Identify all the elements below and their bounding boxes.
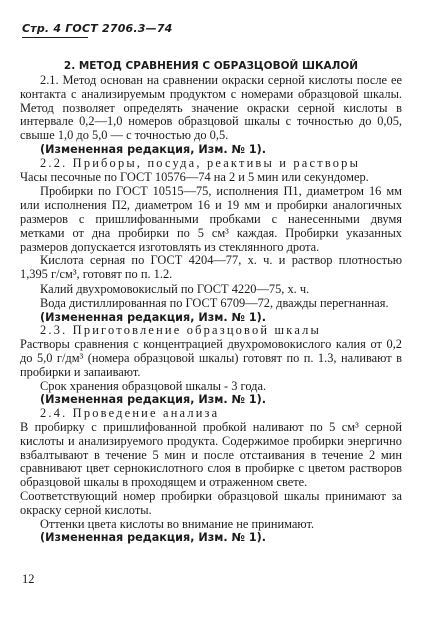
paragraph-procedure: В пробирку с пришлифованной пробкой наливают по 5 см³ серной кислоты и анализируемого продукта. Содержимое пробирки энергично взбалтывают в течение 5 мин и после отстаивания в течение 2 мин сравнивают цвет сернокислотного слоя в пробирке с цветом растворов образцовой шкалы в проходящем и отраженном свете. bbox=[20, 419, 402, 490]
document-body bbox=[20, 70, 402, 545]
revision-note: (Измененная редакция, Изм. № 1). bbox=[40, 393, 267, 407]
paragraph-shades-note: Оттенки цвета кислоты во внимание не принимают. bbox=[40, 516, 315, 531]
subsection-2-4-heading: 2.4. Проведение анализа bbox=[40, 406, 220, 421]
paragraph-distilled-water: Вода дистиллированная по ГОСТ 6709—72, дважды перегнанная. bbox=[40, 295, 389, 310]
paragraph-2-1: 2.1. Метод основан на сравнении окраски серной кислоты после ее контакта с анализируемым продуктом с номерами образцовой шкалы. Метод позволяет определять значение окраски серной кислоты в интервале 0,2—1,0 номеров образцовой шкалы с точностью до 0,05, свыше 1,0 до 5,0 — с точностью до 0,5. bbox=[20, 73, 402, 143]
paragraph-reference-solutions: Растворы сравнения с концентрацией двухромовокислого калия от 0,2 до 5,0 г/дм³ (номера образцовой шкалы) готовят по п. 1.3, наливают в пробирки и запаивают. bbox=[20, 337, 402, 379]
revision-note: (Измененная редакция, Изм. № 1). bbox=[40, 142, 267, 156]
subsection-2-3-heading: 2.3. Приготовление образцовой шкалы bbox=[40, 323, 322, 338]
paragraph-storage-period: Срок хранения образцовой шкалы - 3 года. bbox=[40, 378, 267, 393]
paragraph-test-tubes: Пробирки по ГОСТ 10515—75, исполнения П1, диаметром 16 мм или исполнения П2, диаметром 16 и 19 мм и пробирки аналогичных размеров с пришлифованными пробками с нанесенными двумя метками от дна пробирки по 5 см³ каждая. Пробирки указанных размеров допускается изготовлять из стеклянного дрота. bbox=[20, 184, 402, 254]
page-number: 12 bbox=[22, 572, 35, 586]
paragraph-potassium-dichromate: Калий двухромовокислый по ГОСТ 4220—75, х. ч. bbox=[40, 281, 310, 296]
page-header: Стр. 4 ГОСТ 2706.3—74 bbox=[22, 22, 173, 35]
revision-note: (Измененная редакция, Изм. № 1). bbox=[40, 531, 267, 545]
paragraph-result: Соответствующий номер пробирки образцовой шкалы принимают за окраску серной кислоты. bbox=[20, 488, 402, 517]
subsection-2-2-heading: 2.2. Приборы, посуда, реактивы и растворы bbox=[40, 155, 361, 170]
section-title: 2. МЕТОД СРАВНЕНИЯ С ОБРАЗЦОВОЙ ШКАЛОЙ bbox=[63, 60, 359, 72]
revision-note: (Измененная редакция, Изм. № 1). bbox=[40, 310, 267, 324]
header-underline bbox=[22, 37, 88, 38]
paragraph-hourglass: Часы песочные по ГОСТ 10576—74 на 2 и 5 мин или секундомер. bbox=[20, 169, 369, 184]
paragraph-sulfuric-acid: Кислота серная по ГОСТ 4204—77, х. ч. и раствор плотностью 1,395 г/см³, готовят по п. 1.2. bbox=[20, 253, 402, 282]
